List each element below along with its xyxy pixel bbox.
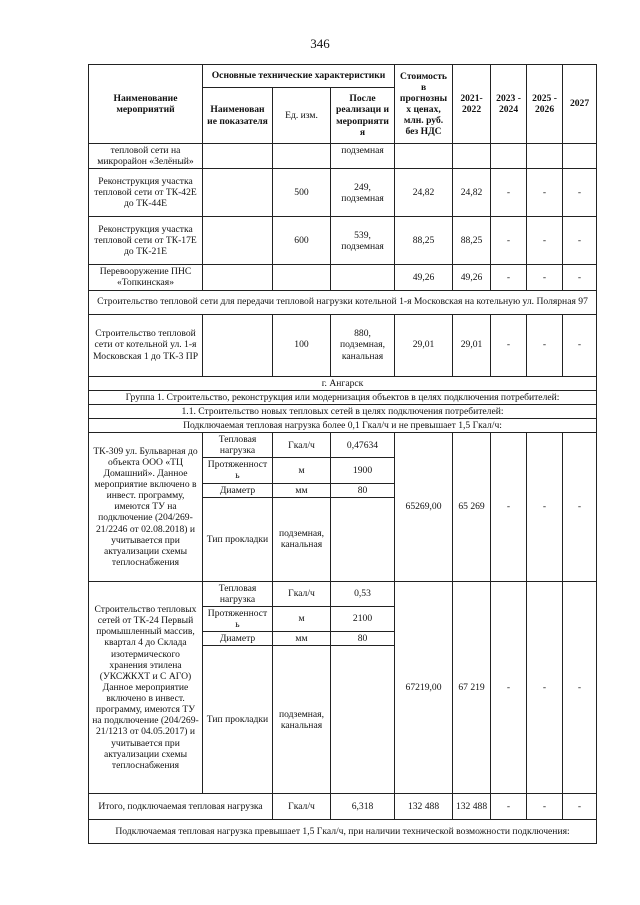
cell-2025: -: [527, 217, 563, 265]
cell-2025: -: [527, 433, 563, 582]
indicator-length: Протяженност ь: [203, 458, 273, 483]
section-heading: Строительство тепловой сети для передачи тепловой нагрузки котельной 1-я Московская на котельную ул. Полярная 97: [89, 290, 597, 314]
total-2023: -: [491, 794, 527, 820]
indicator-laying: Тип прокладки: [203, 646, 273, 794]
value-load: 0,53: [331, 581, 395, 606]
project-2-name: Строительство тепловых сетей от ТК-24 Первый промышленный массив, квартал 4 до Склада изотермического хранения этилена (УКСЖКХТ и С АГО) Данное мероприятие включено в инвест. программу, имеются ТУ на подключение (204/269-21/1213 от 04.05.2017) и учитывается при актуализации схемы теплоснабжения: [89, 581, 203, 794]
subgroup-heading: 1.1. Строительство новых тепловых сетей в целях подключения потребителей:: [89, 404, 597, 418]
value-length: 1900: [331, 458, 395, 483]
cell-cost: 65269,00: [395, 433, 453, 582]
group-heading: Группа 1. Строительство, реконструкция или модернизация объектов в целях подключения потребителей:: [89, 390, 597, 404]
cell-2021: 24,82: [453, 169, 491, 217]
cell-2021: 29,01: [453, 314, 491, 376]
cell-name: Реконструкция участка тепловой сети от ТК-42Е до ТК-44Е: [89, 169, 203, 217]
header-indicator: Наименован ие показателя: [203, 88, 273, 144]
cell-after: 249, подземная: [331, 169, 395, 217]
table-row: [89, 265, 597, 290]
cell-2027: -: [563, 265, 597, 290]
page-number: 346: [310, 36, 330, 51]
total-cost: 132 488: [395, 794, 453, 820]
total-value: 6,318: [331, 794, 395, 820]
cell-2021: 49,26: [453, 265, 491, 290]
cell-cost: 88,25: [395, 217, 453, 265]
indicator-diameter: Диаметр: [203, 483, 273, 497]
total-label: Итого, подключаемая тепловая нагрузка: [89, 794, 273, 820]
value-length: 2100: [331, 606, 395, 631]
cell-after: 539, подземная: [331, 217, 395, 265]
cell-2023: -: [491, 265, 527, 290]
indicator-load: Тепловая нагрузка: [203, 581, 273, 606]
unit-laying: подземная, канальная: [273, 646, 331, 794]
cell-unit: 600: [273, 217, 331, 265]
header-name: Наименование мероприятий: [89, 65, 203, 144]
investment-table: [88, 64, 597, 844]
cell-2027: -: [563, 581, 597, 794]
project-1-name: ТК-309 ул. Бульварная до объекта ООО «ТЦ Домашний». Данное мероприятие включено в инвест. программу, имеются ТУ на подключение (204/269-21/2246 от 02.08.2018) и учитывается при актуализации схемы теплоснабжения: [89, 433, 203, 582]
value-diameter: 80: [331, 632, 395, 646]
cell-after: подземная: [331, 144, 395, 169]
cell-cost: 67219,00: [395, 581, 453, 794]
cell-name: тепловой сети на микрорайон «Зелёный»: [89, 144, 203, 169]
cell-2021: 65 269: [453, 433, 491, 582]
cell-unit: 500: [273, 169, 331, 217]
cell-2023: -: [491, 433, 527, 582]
table-row: [89, 217, 597, 265]
unit-length: м: [273, 606, 331, 631]
cell-2023: -: [491, 314, 527, 376]
total-2021: 132 488: [453, 794, 491, 820]
city-heading: г. Ангарск: [89, 376, 597, 390]
indicator-diameter: Диаметр: [203, 632, 273, 646]
table-row: [89, 169, 597, 217]
header-2025: 2025 - 2026: [527, 65, 563, 144]
cell-2025: -: [527, 169, 563, 217]
value-diameter: 80: [331, 483, 395, 497]
table-row: [89, 314, 597, 376]
cell-2023: -: [491, 169, 527, 217]
total-unit: Гкал/ч: [273, 794, 331, 820]
cell-cost: 24,82: [395, 169, 453, 217]
cell-2023: -: [491, 581, 527, 794]
cell-name: Строительство тепловой сети от котельной ул. 1-я Московская 1 до ТК-3 ПР: [89, 314, 203, 376]
header-2027: 2027: [563, 65, 597, 144]
cell-2027: -: [563, 314, 597, 376]
unit-diameter: мм: [273, 483, 331, 497]
cell-2025: -: [527, 265, 563, 290]
footer-heading: Подключаемая тепловая нагрузка превышает 1,5 Гкал/ч, при наличии технической возможности подключения:: [89, 820, 597, 844]
total-2025: -: [527, 794, 563, 820]
cell-after: 880, подземная, канальная: [331, 314, 395, 376]
cell-cost: 49,26: [395, 265, 453, 290]
cell-2023: -: [491, 217, 527, 265]
unit-load: Гкал/ч: [273, 581, 331, 606]
header-2021: 2021-2022: [453, 65, 491, 144]
unit-length: м: [273, 458, 331, 483]
header-tech-group: Основные технические характеристики: [203, 65, 395, 88]
cell-2025: -: [527, 581, 563, 794]
cell-unit: 100: [273, 314, 331, 376]
cell-name: Реконструкция участка тепловой сети от ТК-17Е до ТК-21Е: [89, 217, 203, 265]
cell-2021: 67 219: [453, 581, 491, 794]
indicator-load: Тепловая нагрузка: [203, 433, 273, 458]
cell-2021: 88,25: [453, 217, 491, 265]
load-range-heading: Подключаемая тепловая нагрузка более 0,1 Гкал/ч и не превышает 1,5 Гкал/ч:: [89, 418, 597, 432]
cell-2027: -: [563, 169, 597, 217]
header-after: После реализаци и мероприяти я: [331, 88, 395, 144]
indicator-length: Протяженност ь: [203, 606, 273, 631]
unit-diameter: мм: [273, 632, 331, 646]
header-2023: 2023 - 2024: [491, 65, 527, 144]
indicator-laying: Тип прокладки: [203, 497, 273, 581]
total-2027: -: [563, 794, 597, 820]
unit-laying: подземная, канальная: [273, 497, 331, 581]
value-load: 0,47634: [331, 433, 395, 458]
total-row: [89, 794, 597, 820]
table-row: [89, 144, 597, 169]
cell-2027: -: [563, 433, 597, 582]
unit-load: Гкал/ч: [273, 433, 331, 458]
cell-name: Перевооружение ПНС «Топкинская»: [89, 265, 203, 290]
cell-2027: -: [563, 217, 597, 265]
cell-2025: -: [527, 314, 563, 376]
cell-cost: 29,01: [395, 314, 453, 376]
header-cost: Стоимость в прогнозны х ценах, млн. руб. без НДС: [395, 65, 453, 144]
header-unit: Ед. изм.: [273, 88, 331, 144]
